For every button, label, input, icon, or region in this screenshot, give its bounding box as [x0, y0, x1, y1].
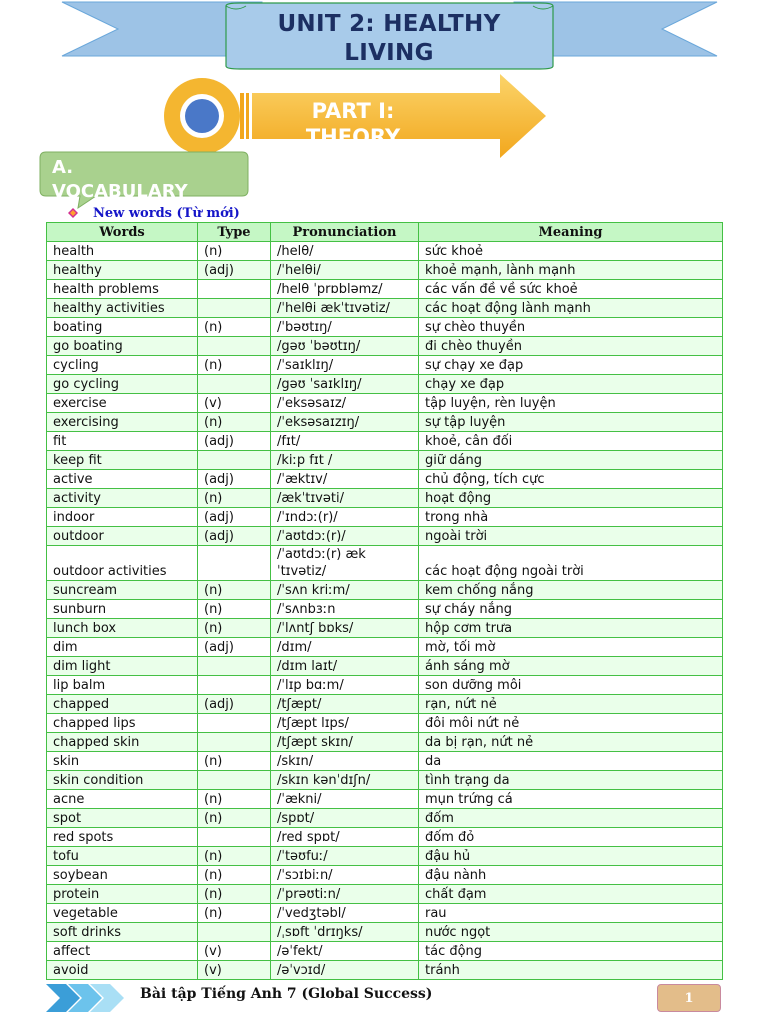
- cell-meaning: son dưỡng môi: [419, 676, 723, 695]
- cell-pronunciation: /ˈsʌnbɜːn: [271, 600, 419, 619]
- cell-type: (n): [198, 847, 271, 866]
- table-row: [47, 866, 723, 885]
- part-label: [258, 98, 448, 149]
- cell-type: (adj): [198, 638, 271, 657]
- table-row: [47, 942, 723, 961]
- footer-text: Bài tập Tiếng Anh 7 (Global Success): [140, 986, 433, 1002]
- cell-type: [198, 299, 271, 318]
- cell-word: health problems: [47, 280, 198, 299]
- cell-meaning: chủ động, tích cực: [419, 470, 723, 489]
- cell-meaning: kem chống nắng: [419, 581, 723, 600]
- unit-title-line1: UNIT 2: HEALTHY: [277, 11, 501, 37]
- cell-word: indoor: [47, 508, 198, 527]
- diamond-bullet-icon: [66, 206, 80, 220]
- table-row: [47, 847, 723, 866]
- table-row: [47, 546, 723, 581]
- header-meaning: Meaning: [419, 223, 723, 242]
- cell-meaning: rau: [419, 904, 723, 923]
- vocabulary-table: [46, 222, 723, 980]
- cell-pronunciation: /dɪm laɪt/: [271, 657, 419, 676]
- cell-meaning: khoẻ, cân đối: [419, 432, 723, 451]
- table-row: [47, 961, 723, 980]
- table-row: [47, 581, 723, 600]
- cell-word: chapped skin: [47, 733, 198, 752]
- part-label-text: PART I:: [311, 99, 395, 123]
- cell-type: [198, 714, 271, 733]
- part-label-text-cont: THEORY: [305, 125, 401, 149]
- cell-word: lip balm: [47, 676, 198, 695]
- table-row: [47, 489, 723, 508]
- table-row: [47, 809, 723, 828]
- cell-word: skin: [47, 752, 198, 771]
- cell-type: (adj): [198, 470, 271, 489]
- cell-pronunciation: /helθ/: [271, 242, 419, 261]
- table-row: [47, 676, 723, 695]
- cell-pronunciation: /gəʊ ˈbəʊtɪŋ/: [271, 337, 419, 356]
- cell-word: exercising: [47, 413, 198, 432]
- cell-word: go boating: [47, 337, 198, 356]
- table-row: [47, 527, 723, 546]
- table-row: [47, 923, 723, 942]
- cell-word: soft drinks: [47, 923, 198, 942]
- cell-type: [198, 733, 271, 752]
- cell-word: outdoor activities: [47, 546, 198, 581]
- cell-meaning: đôi môi nứt nẻ: [419, 714, 723, 733]
- table-row: [47, 242, 723, 261]
- cell-type: (n): [198, 752, 271, 771]
- cell-meaning: sự chạy xe đạp: [419, 356, 723, 375]
- table-row: [47, 337, 723, 356]
- cell-word: outdoor: [47, 527, 198, 546]
- cell-word: vegetable: [47, 904, 198, 923]
- table-row: [47, 299, 723, 318]
- vocabulary-body: [47, 242, 723, 980]
- cell-pronunciation: /ækˈtɪvəti/: [271, 489, 419, 508]
- cell-type: [198, 451, 271, 470]
- cell-word: chapped lips: [47, 714, 198, 733]
- table-row: [47, 356, 723, 375]
- cell-meaning: chất đạm: [419, 885, 723, 904]
- cell-pronunciation: /spɒt/: [271, 809, 419, 828]
- table-row: [47, 657, 723, 676]
- cell-pronunciation: /ˈæktɪv/: [271, 470, 419, 489]
- cell-type: [198, 337, 271, 356]
- cell-meaning: tình trạng da: [419, 771, 723, 790]
- page-number: 1: [657, 984, 721, 1012]
- cell-pronunciation: /ˈsaɪklɪŋ/: [271, 356, 419, 375]
- cell-meaning: mờ, tối mờ: [419, 638, 723, 657]
- cell-pronunciation: /ˈlʌntʃ bɒks/: [271, 619, 419, 638]
- table-row: [47, 470, 723, 489]
- table-row: [47, 375, 723, 394]
- table-row: [47, 904, 723, 923]
- cell-meaning: các hoạt động ngoài trời: [419, 546, 723, 581]
- cell-word: active: [47, 470, 198, 489]
- table-row: [47, 695, 723, 714]
- cell-word: chapped: [47, 695, 198, 714]
- cell-meaning: ánh sáng mờ: [419, 657, 723, 676]
- cell-meaning: tác động: [419, 942, 723, 961]
- cell-pronunciation: /skɪn/: [271, 752, 419, 771]
- table-row: [47, 394, 723, 413]
- cell-type: [198, 923, 271, 942]
- cell-meaning: chạy xe đạp: [419, 375, 723, 394]
- cell-type: (n): [198, 790, 271, 809]
- cell-type: (n): [198, 866, 271, 885]
- cell-type: [198, 828, 271, 847]
- cell-type: (v): [198, 942, 271, 961]
- cell-pronunciation: /ˈaʊtdɔː(r) æk ˈtɪvətiz/: [271, 546, 419, 581]
- arrow-stripe: [246, 93, 249, 139]
- cell-meaning: tập luyện, rèn luyện: [419, 394, 723, 413]
- table-row: [47, 828, 723, 847]
- cell-word: acne: [47, 790, 198, 809]
- cell-type: [198, 280, 271, 299]
- cell-meaning: đốm đỏ: [419, 828, 723, 847]
- cell-word: cycling: [47, 356, 198, 375]
- cell-pronunciation: /red spɒt/: [271, 828, 419, 847]
- section-label-text: A.: [52, 157, 74, 178]
- cell-meaning: sức khoẻ: [419, 242, 723, 261]
- cell-meaning: rạn, nứt nẻ: [419, 695, 723, 714]
- cell-word: healthy: [47, 261, 198, 280]
- arrow-stripe: [240, 93, 244, 139]
- cell-meaning: sự tập luyện: [419, 413, 723, 432]
- part-circle-dot: [185, 99, 219, 133]
- cell-meaning: đốm: [419, 809, 723, 828]
- table-row: [47, 318, 723, 337]
- cell-word: red spots: [47, 828, 198, 847]
- cell-type: [198, 375, 271, 394]
- cell-pronunciation: /ˈeksəsaɪz/: [271, 394, 419, 413]
- cell-type: (adj): [198, 527, 271, 546]
- cell-word: lunch box: [47, 619, 198, 638]
- cell-meaning: trong nhà: [419, 508, 723, 527]
- cell-word: activity: [47, 489, 198, 508]
- cell-pronunciation: /ˈlɪp bɑːm/: [271, 676, 419, 695]
- cell-type: (adj): [198, 261, 271, 280]
- cell-type: (n): [198, 600, 271, 619]
- section-label: [52, 156, 222, 202]
- new-words-heading: [66, 204, 240, 222]
- cell-meaning: da: [419, 752, 723, 771]
- cell-type: [198, 657, 271, 676]
- unit-title: [230, 10, 548, 68]
- cell-type: (adj): [198, 695, 271, 714]
- cell-meaning: da bị rạn, nứt nẻ: [419, 733, 723, 752]
- section-label-text-cont: VOCABULARY: [52, 181, 188, 202]
- cell-type: (n): [198, 885, 271, 904]
- cell-pronunciation: /gəʊ ˈsaɪklɪŋ/: [271, 375, 419, 394]
- cell-pronunciation: /tʃæpt skɪn/: [271, 733, 419, 752]
- cell-word: suncream: [47, 581, 198, 600]
- header-type: Type: [198, 223, 271, 242]
- cell-meaning: sự cháy nắng: [419, 600, 723, 619]
- cell-pronunciation: /tʃæpt lɪps/: [271, 714, 419, 733]
- cell-meaning: đi chèo thuyền: [419, 337, 723, 356]
- cell-type: (adj): [198, 432, 271, 451]
- cell-meaning: tránh: [419, 961, 723, 980]
- new-words-heading-text: New words (Từ mới): [93, 205, 240, 221]
- cell-word: health: [47, 242, 198, 261]
- cell-type: (n): [198, 809, 271, 828]
- header-pronunciation: Pronunciation: [271, 223, 419, 242]
- cell-meaning: khoẻ mạnh, lành mạnh: [419, 261, 723, 280]
- cell-word: spot: [47, 809, 198, 828]
- cell-word: avoid: [47, 961, 198, 980]
- cell-pronunciation: /ˈsɔɪbiːn/: [271, 866, 419, 885]
- cell-word: fit: [47, 432, 198, 451]
- cell-pronunciation: /ˈhelθi ækˈtɪvətiz/: [271, 299, 419, 318]
- cell-type: (n): [198, 242, 271, 261]
- cell-word: keep fit: [47, 451, 198, 470]
- cell-meaning: sự chèo thuyền: [419, 318, 723, 337]
- footer-chevron-icon: [44, 982, 128, 1014]
- cell-meaning: đậu hủ: [419, 847, 723, 866]
- cell-type: (v): [198, 394, 271, 413]
- cell-word: exercise: [47, 394, 198, 413]
- cell-pronunciation: /ˈvedʒtəbl/: [271, 904, 419, 923]
- cell-type: (n): [198, 489, 271, 508]
- cell-pronunciation: /ˈbəʊtɪŋ/: [271, 318, 419, 337]
- cell-word: soybean: [47, 866, 198, 885]
- table-row: [47, 451, 723, 470]
- table-row: [47, 752, 723, 771]
- table-row: [47, 413, 723, 432]
- cell-pronunciation: /ˈprəʊtiːn/: [271, 885, 419, 904]
- cell-meaning: các vấn đề về sức khoẻ: [419, 280, 723, 299]
- cell-word: boating: [47, 318, 198, 337]
- cell-meaning: hộp cơm trưa: [419, 619, 723, 638]
- cell-pronunciation: /ˈækni/: [271, 790, 419, 809]
- cell-word: sunburn: [47, 600, 198, 619]
- cell-meaning: nước ngọt: [419, 923, 723, 942]
- unit-title-line2: LIVING: [344, 40, 434, 66]
- cell-meaning: giữ dáng: [419, 451, 723, 470]
- cell-word: dim light: [47, 657, 198, 676]
- cell-type: (n): [198, 581, 271, 600]
- cell-pronunciation: /tʃæpt/: [271, 695, 419, 714]
- cell-pronunciation: /ˈeksəsaɪzɪŋ/: [271, 413, 419, 432]
- cell-meaning: đậu nành: [419, 866, 723, 885]
- cell-type: (v): [198, 961, 271, 980]
- cell-meaning: các hoạt động lành mạnh: [419, 299, 723, 318]
- cell-type: [198, 546, 271, 581]
- cell-meaning: ngoài trời: [419, 527, 723, 546]
- cell-pronunciation: /ˈhelθi/: [271, 261, 419, 280]
- cell-pronunciation: /fɪt/: [271, 432, 419, 451]
- cell-type: (n): [198, 318, 271, 337]
- cell-pronunciation: /helθ ˈprɒbləmz/: [271, 280, 419, 299]
- cell-word: tofu: [47, 847, 198, 866]
- table-row: [47, 733, 723, 752]
- table-row: [47, 619, 723, 638]
- cell-type: (n): [198, 904, 271, 923]
- cell-meaning: hoạt động: [419, 489, 723, 508]
- cell-pronunciation: /skɪn kənˈdɪʃn/: [271, 771, 419, 790]
- table-row: [47, 638, 723, 657]
- cell-word: skin condition: [47, 771, 198, 790]
- table-row: [47, 771, 723, 790]
- table-row: [47, 790, 723, 809]
- cell-pronunciation: /əˈfekt/: [271, 942, 419, 961]
- cell-type: [198, 771, 271, 790]
- cell-pronunciation: /ˈaʊtdɔː(r)/: [271, 527, 419, 546]
- table-row: [47, 432, 723, 451]
- cell-pronunciation: /kiːp fɪt /: [271, 451, 419, 470]
- cell-word: healthy activities: [47, 299, 198, 318]
- cell-pronunciation: /ˈsʌn kriːm/: [271, 581, 419, 600]
- cell-pronunciation: /ˌsɒft ˈdrɪŋks/: [271, 923, 419, 942]
- table-row: [47, 508, 723, 527]
- cell-word: dim: [47, 638, 198, 657]
- table-header-row: [47, 223, 723, 242]
- cell-type: (adj): [198, 508, 271, 527]
- cell-type: (n): [198, 356, 271, 375]
- cell-word: go cycling: [47, 375, 198, 394]
- header-words: Words: [47, 223, 198, 242]
- cell-pronunciation: /əˈvɔɪd/: [271, 961, 419, 980]
- table-row: [47, 261, 723, 280]
- table-row: [47, 280, 723, 299]
- cell-pronunciation: /dɪm/: [271, 638, 419, 657]
- table-row: [47, 600, 723, 619]
- cell-pronunciation: /ˈtəʊfuː/: [271, 847, 419, 866]
- cell-type: (n): [198, 413, 271, 432]
- cell-word: affect: [47, 942, 198, 961]
- cell-type: (n): [198, 619, 271, 638]
- cell-meaning: mụn trứng cá: [419, 790, 723, 809]
- table-row: [47, 714, 723, 733]
- cell-word: protein: [47, 885, 198, 904]
- table-row: [47, 885, 723, 904]
- cell-type: [198, 676, 271, 695]
- cell-pronunciation: /ˈɪndɔː(r)/: [271, 508, 419, 527]
